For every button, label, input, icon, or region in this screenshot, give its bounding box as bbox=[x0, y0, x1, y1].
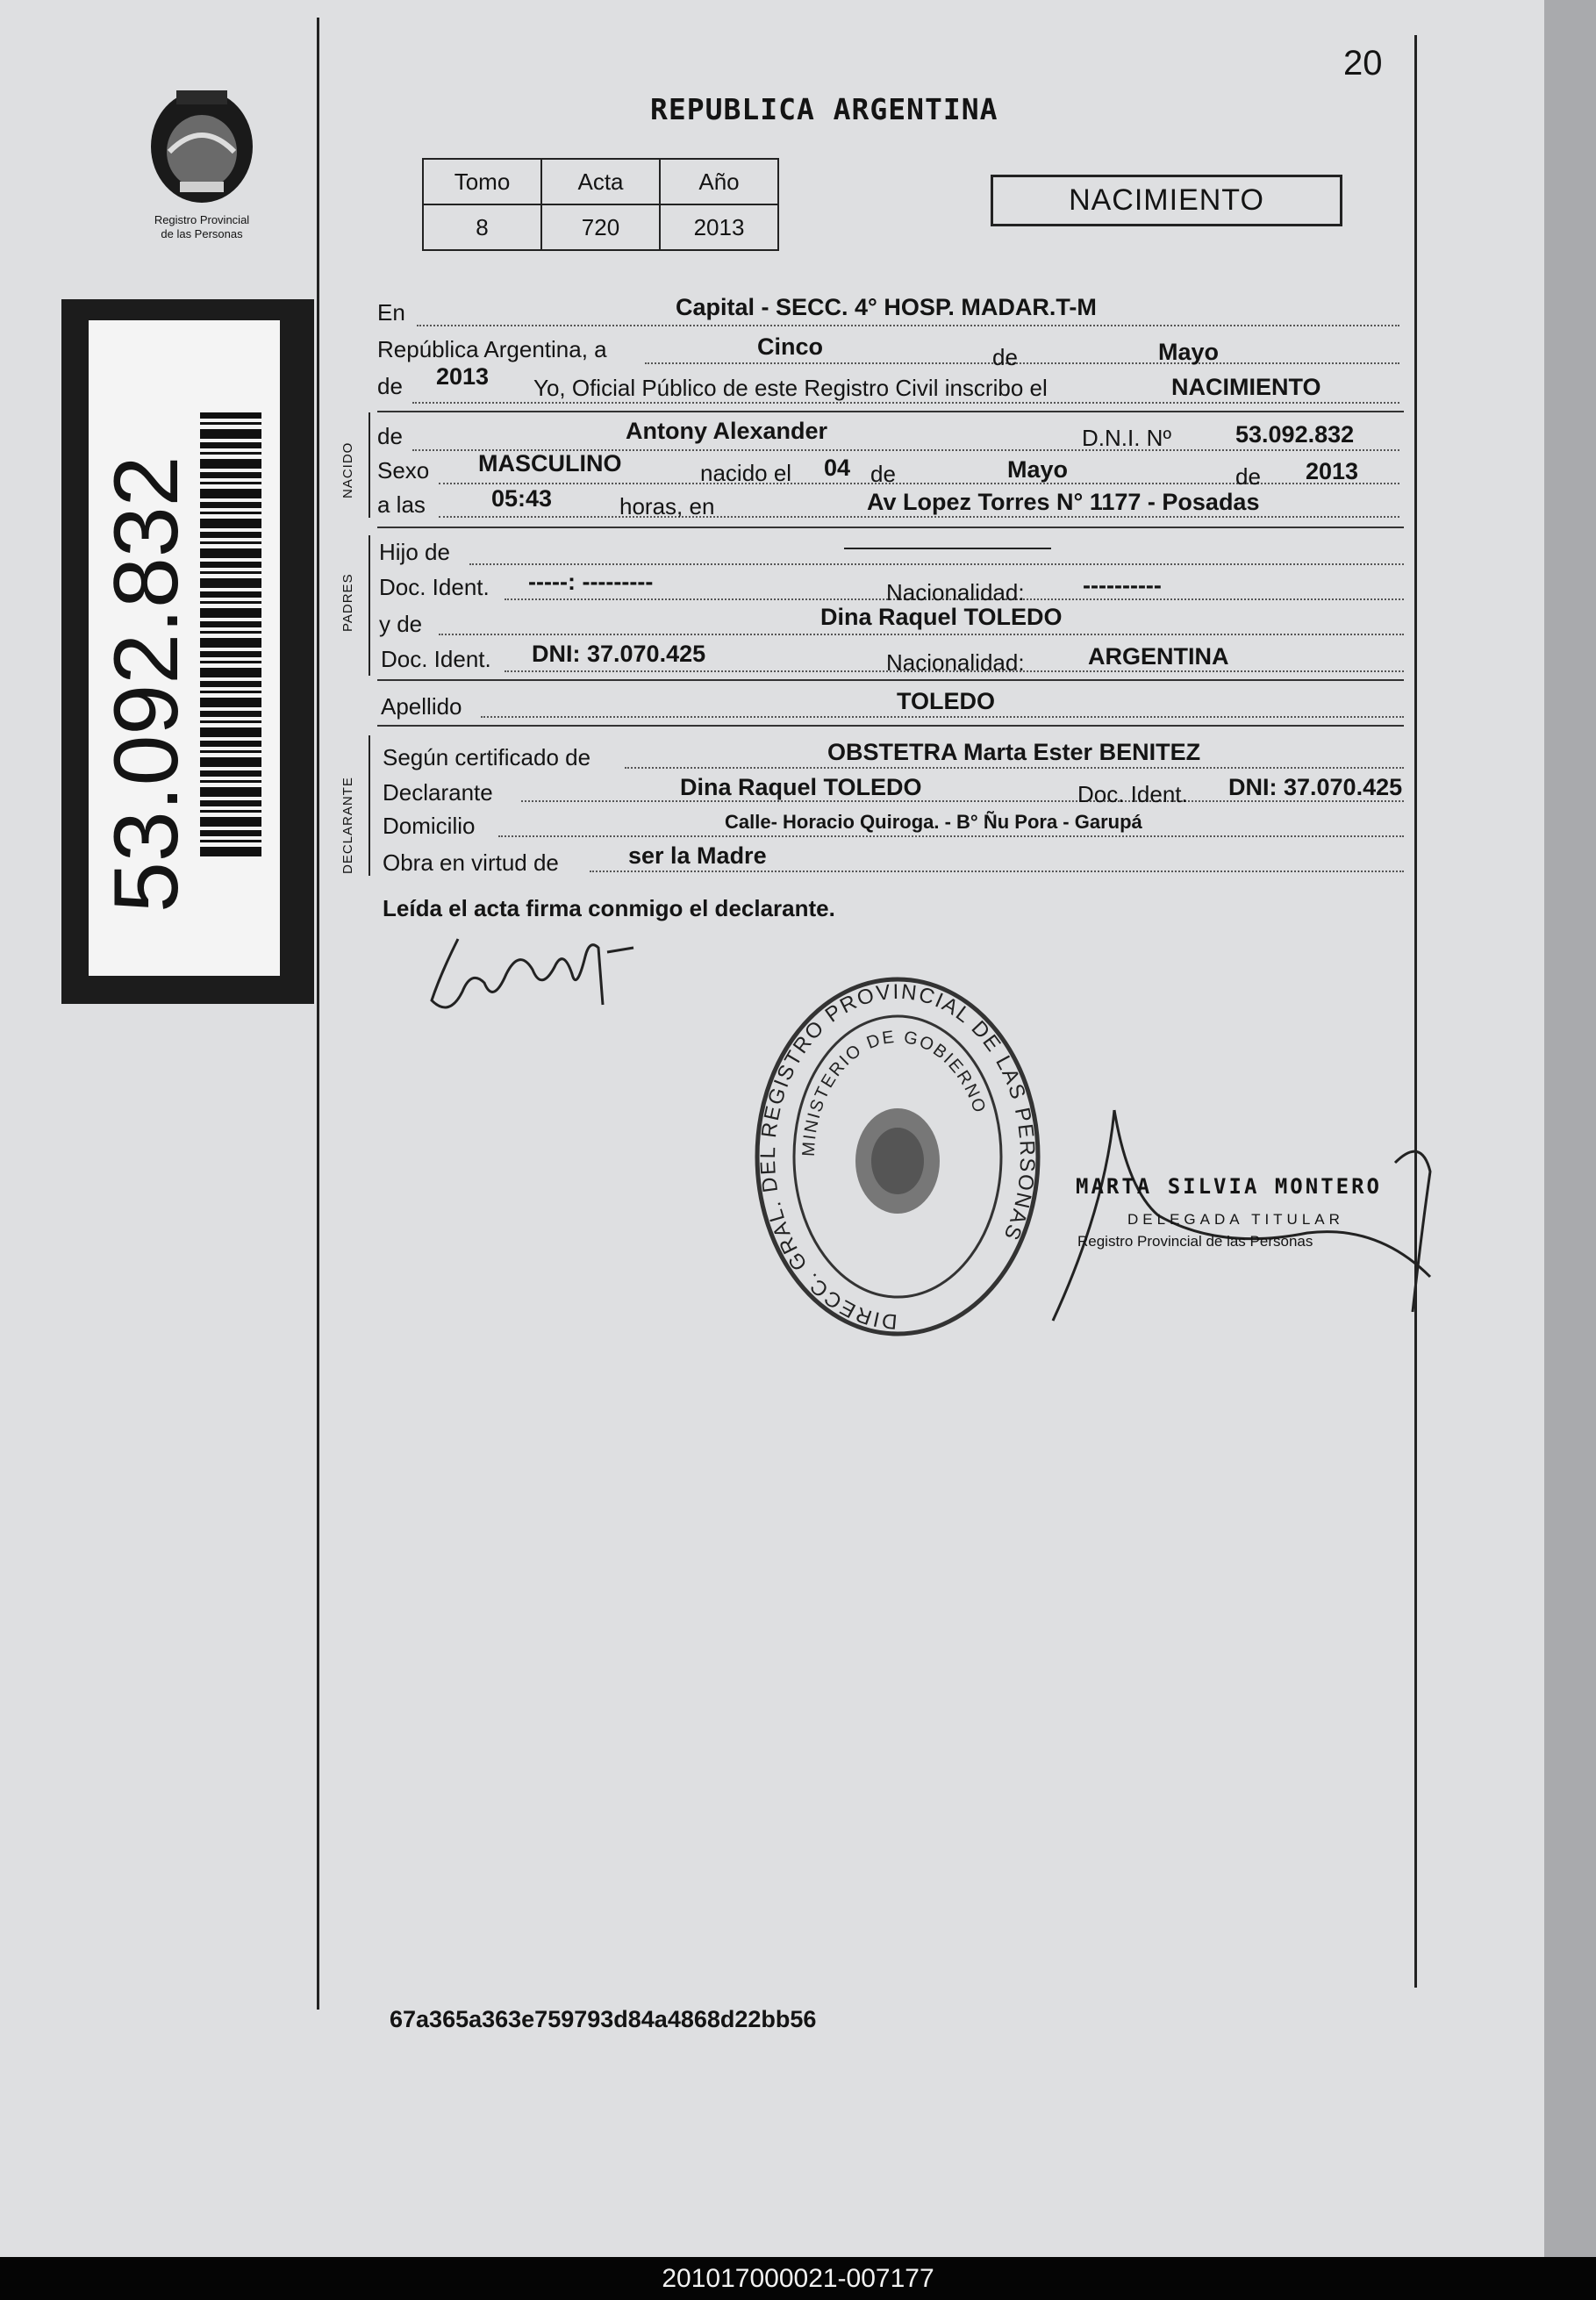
inscribo-value: NACIMIENTO bbox=[1171, 374, 1321, 400]
en-dots bbox=[417, 325, 1399, 326]
hora-value: 05:43 bbox=[491, 485, 553, 512]
nombre-label: de bbox=[377, 423, 403, 449]
mes-value: Mayo bbox=[1158, 339, 1220, 365]
republica-dots bbox=[645, 362, 1399, 364]
registry-header-acta: Acta bbox=[541, 159, 660, 204]
barcode-number: 53.092.832 bbox=[96, 455, 197, 913]
certificado-value: OBSTETRA Marta Ester BENITEZ bbox=[827, 739, 1201, 765]
domicilio-label: Domicilio bbox=[383, 813, 476, 839]
nacido-dia: 04 bbox=[824, 455, 851, 481]
madre-nac-label: Nacionalidad: bbox=[886, 649, 1025, 676]
right-margin-rule bbox=[1414, 35, 1417, 1988]
nacido-de1: de bbox=[870, 461, 896, 487]
anio-prefix: de bbox=[377, 373, 403, 399]
republica-label: República Argentina, a bbox=[377, 336, 607, 362]
padre-nac-value: ---------- bbox=[1083, 572, 1162, 598]
footer-id-bar bbox=[0, 2257, 1596, 2300]
declarante-value: Dina Raquel TOLEDO bbox=[680, 774, 922, 800]
padre-doc-value: -----: --------- bbox=[528, 569, 654, 595]
registry-value-anio: 2013 bbox=[660, 204, 778, 250]
separator-1 bbox=[377, 411, 1404, 412]
horas-label: horas, en bbox=[619, 493, 715, 519]
nacido-mes: Mayo bbox=[1007, 456, 1069, 483]
crest-caption bbox=[105, 213, 298, 241]
domicilio-value: Calle- Horacio Quiroga. - B° Ñu Pora - Garupá bbox=[725, 811, 1142, 833]
apellido-dots bbox=[481, 716, 1404, 718]
lugar-value: Av Lopez Torres N° 1177 - Posadas bbox=[867, 489, 1260, 515]
separator-4 bbox=[377, 725, 1404, 727]
dni-value: 53.092.832 bbox=[1235, 421, 1355, 448]
crest-caption-line1: Registro Provincial bbox=[154, 213, 250, 226]
madre-doc-value: DNI: 37.070.425 bbox=[532, 641, 706, 667]
left-margin-rule bbox=[317, 18, 319, 2010]
a-las-dots bbox=[439, 516, 1399, 518]
declarante-label: Declarante bbox=[383, 779, 493, 806]
a-las-label: a las bbox=[377, 491, 426, 518]
declarante-bracket-rule bbox=[369, 735, 370, 876]
en-label: En bbox=[377, 299, 405, 326]
declarante-doc-label: Doc. Ident. bbox=[1077, 781, 1188, 807]
apellido-label: Apellido bbox=[381, 693, 462, 720]
obra-dots bbox=[590, 871, 1404, 872]
hash-code: 67a365a363e759793d84a4868d22bb56 bbox=[390, 2006, 817, 2032]
y-de-label: y de bbox=[379, 611, 423, 637]
de-label: de bbox=[992, 344, 1018, 370]
barcode-bars bbox=[200, 412, 261, 860]
separator-3 bbox=[377, 679, 1404, 681]
dia-value: Cinco bbox=[757, 333, 824, 360]
en-value: Capital - SECC. 4° HOSP. MADAR.T-M bbox=[676, 294, 1097, 320]
y-de-dots bbox=[439, 634, 1404, 635]
registry-header-anio: Año bbox=[660, 159, 778, 204]
madre-doc-label: Doc. Ident. bbox=[381, 646, 491, 672]
certificado-label: Según certificado de bbox=[383, 744, 591, 770]
registry-value-acta: 720 bbox=[541, 204, 660, 250]
registry-header-row bbox=[423, 159, 778, 204]
separator-2 bbox=[377, 527, 1404, 528]
declarant-signature bbox=[423, 921, 660, 1027]
certificado-dots bbox=[625, 767, 1404, 769]
obra-label: Obra en virtud de bbox=[383, 849, 559, 876]
obra-value: ser la Madre bbox=[628, 842, 767, 869]
side-label-padres: PADRES bbox=[340, 573, 355, 632]
stamp-inner-text: MINISTERIO DE GOBIERNO bbox=[798, 1027, 990, 1157]
oficial-dots bbox=[412, 402, 1399, 404]
nacido-label: nacido el bbox=[700, 460, 792, 486]
declarante-doc-value: DNI: 37.070.425 bbox=[1228, 774, 1403, 800]
nombre-value: Antony Alexander bbox=[626, 418, 828, 444]
madre-value: Dina Raquel TOLEDO bbox=[820, 604, 1063, 630]
padre-doc-label: Doc. Ident. bbox=[379, 574, 490, 600]
domicilio-dots bbox=[498, 835, 1404, 837]
madre-nac-value: ARGENTINA bbox=[1088, 643, 1229, 670]
registry-value-tomo: 8 bbox=[423, 204, 541, 250]
hijo-dots bbox=[469, 563, 1404, 565]
country-title: REPUBLICA ARGENTINA bbox=[650, 92, 998, 126]
registry-header-tomo: Tomo bbox=[423, 159, 541, 204]
hijo-label: Hijo de bbox=[379, 539, 450, 565]
hijo-dash bbox=[844, 548, 1051, 549]
crest-caption-line2: de las Personas bbox=[161, 227, 243, 240]
nacido-bracket-rule bbox=[369, 412, 370, 518]
act-type-box: NACIMIENTO bbox=[991, 175, 1342, 226]
apellido-value: TOLEDO bbox=[897, 688, 996, 714]
officer-stamp-name: MARTA SILVIA MONTERO bbox=[1076, 1174, 1382, 1199]
nacido-de2: de bbox=[1235, 463, 1261, 490]
officer-stamp-registry: Registro Provincial de las Personas bbox=[1077, 1233, 1313, 1250]
leida-text: Leída el acta firma conmigo el declarante. bbox=[383, 895, 835, 921]
page-number: 20 bbox=[1343, 44, 1383, 82]
padres-bracket-rule bbox=[369, 535, 370, 676]
sexo-value: MASCULINO bbox=[478, 450, 622, 476]
dni-label: D.N.I. Nº bbox=[1082, 425, 1171, 451]
officer-stamp-title: DELEGADA TITULAR bbox=[1127, 1211, 1344, 1228]
padre-nac-label: Nacionalidad: bbox=[886, 579, 1025, 605]
registry-value-row bbox=[423, 204, 778, 250]
stamp-ring-text: DIRECC. GRAL. DEL REGISTRO PROVINCIAL DE LAS PERSONAS bbox=[755, 979, 1040, 1334]
anio-value: 2013 bbox=[436, 363, 490, 390]
oficial-text: Yo, Oficial Público de este Registro Civil inscribo el bbox=[533, 375, 1048, 401]
page-edge bbox=[1544, 0, 1596, 2257]
side-label-nacido: NACIDO bbox=[340, 441, 355, 498]
provincial-crest-icon bbox=[141, 83, 262, 206]
sexo-label: Sexo bbox=[377, 457, 430, 484]
registry-table bbox=[422, 158, 779, 251]
nacido-anio: 2013 bbox=[1306, 458, 1359, 484]
footer-id: 201017000021-007177 bbox=[662, 2264, 934, 2293]
official-round-stamp bbox=[753, 972, 1042, 1341]
side-label-declarante: DECLARANTE bbox=[340, 777, 355, 874]
